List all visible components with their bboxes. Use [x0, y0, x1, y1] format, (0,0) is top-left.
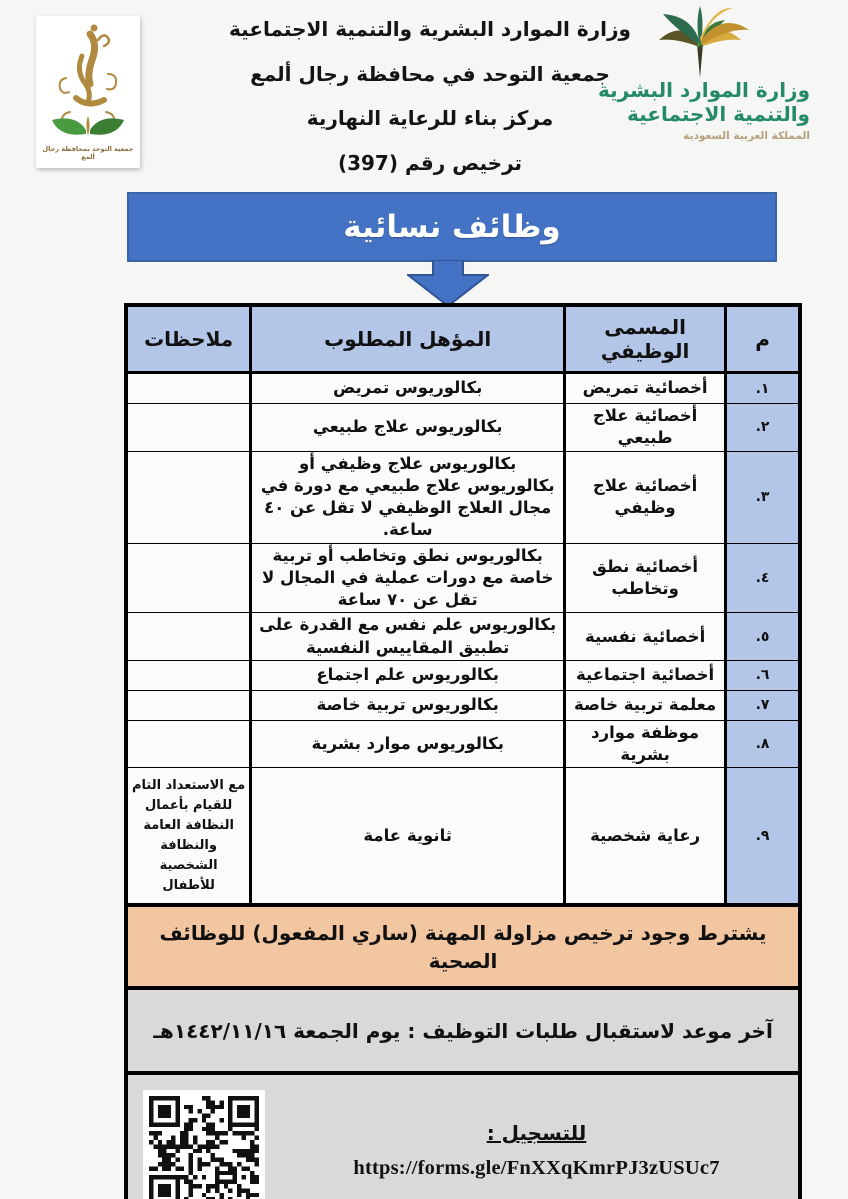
table-row — [126, 768, 800, 906]
cell-no: ٧. — [726, 690, 800, 720]
cell-qual: بكالوريوس علم اجتماع — [251, 660, 565, 690]
cell-no: ٣. — [726, 451, 800, 543]
header-job-title: المسمى الوظيفي — [565, 305, 726, 373]
ministry-logo — [575, 2, 810, 162]
org-line-center: مركز بناء للرعاية النهارية — [306, 106, 554, 131]
registration-url: https://forms.gle/FnXXqKmrPJ3zUSUc7 — [353, 1157, 720, 1180]
association-logo-caption: جمعية التوحد بمحافظة رجال ألمع — [42, 145, 134, 161]
cell-job: أخصائية علاج طبيعي — [565, 404, 726, 452]
org-line-ministry: وزارة الموارد البشرية والتنمية الاجتماعية — [229, 17, 631, 41]
org-line-license: ترخيص رقم (397) — [337, 150, 523, 175]
ministry-logo-tagline: المملكة العربية السعودية — [683, 129, 810, 142]
cell-notes: مع الاستعداد التام للقيام بأعمال النظافة العامة والنظافة الشخصية للأطفال — [126, 768, 251, 906]
header-no: م — [726, 305, 800, 373]
table-row — [126, 373, 800, 404]
cell-no: ٨. — [726, 720, 800, 768]
cell-notes — [126, 613, 251, 661]
cell-notes — [126, 690, 251, 720]
jobs-banner-title: وظائف نسائية — [343, 209, 561, 245]
cell-job: أخصائية تمريض — [565, 373, 726, 404]
leaf-right — [90, 118, 124, 134]
cell-job: أخصائية نطق وتخاطب — [565, 543, 726, 613]
table-row — [126, 451, 800, 543]
table-row — [126, 613, 800, 661]
cell-no: ٩. — [726, 768, 800, 906]
cell-notes — [126, 373, 251, 404]
header-notes: ملاحظات — [126, 305, 251, 373]
cell-notes — [126, 451, 251, 543]
cell-no: ٢. — [726, 404, 800, 452]
cell-no: ٤. — [726, 543, 800, 613]
cell-qual: بكالوريوس موارد بشرية — [251, 720, 565, 768]
license-notice-text: يشترط وجود ترخيص مزاولة المهنة (ساري المفعول) للوظائف الصحية — [159, 920, 767, 973]
cell-qual: بكالوريوس علاج وظيفي أو بكالوريوس علاج طبيعي مع دورة في مجال العلاج الوظيفي لا تقل عن ٤٠ ساعة. — [251, 451, 565, 543]
cell-notes — [126, 660, 251, 690]
cell-job: أخصائية نفسية — [565, 613, 726, 661]
table-row — [126, 720, 800, 768]
registration-section — [124, 1071, 802, 1199]
table-row — [126, 660, 800, 690]
cell-no: ٦. — [726, 660, 800, 690]
deadline-notice-text: آخر موعد لاستقبال طلبات التوظيف : يوم الجمعة ١٤٤٢/١١/١٦هـ — [153, 1018, 773, 1043]
table-row — [126, 690, 800, 720]
down-arrow-icon — [407, 260, 489, 307]
cell-qual: بكالوريوس علاج طبيعي — [251, 404, 565, 452]
table-header-row — [126, 305, 800, 373]
registration-block — [265, 1121, 798, 1180]
ministry-logo-line1: وزارة الموارد البشرية — [598, 78, 810, 102]
association-logo — [36, 16, 140, 168]
table-row — [126, 404, 800, 452]
jobs-table — [124, 303, 802, 907]
cell-qual: ثانوية عامة — [251, 768, 565, 906]
leaf-left — [52, 118, 86, 134]
cell-job: موظفة موارد بشرية — [565, 720, 726, 768]
cell-notes — [126, 720, 251, 768]
cell-qual: بكالوريوس تربية خاصة — [251, 690, 565, 720]
cell-no: ١. — [726, 373, 800, 404]
jobs-banner — [127, 192, 777, 262]
registration-label: للتسجيل : — [486, 1121, 587, 1146]
palm-tree-icon — [645, 4, 755, 80]
cell-job: أخصائية اجتماعية — [565, 660, 726, 690]
table-row — [126, 543, 800, 613]
org-line-association: جمعية التوحد في محافظة رجال ألمع — [250, 61, 610, 86]
cell-job: أخصائية علاج وظيفي — [565, 451, 726, 543]
qr-code — [143, 1090, 265, 1199]
cell-job: معلمة تربية خاصة — [565, 690, 726, 720]
license-notice — [124, 903, 802, 991]
cell-job: رعاية شخصية — [565, 768, 726, 906]
cell-qual: بكالوريوس نطق وتخاطب أو تربية خاصة مع دورات عملية في المجال لا تقل عن ٧٠ ساعة — [251, 543, 565, 613]
cell-qual: بكالوريوس علم نفس مع القدرة على تطبيق المقاييس النفسية — [251, 613, 565, 661]
ministry-logo-line2: والتنمية الاجتماعية — [627, 102, 810, 127]
deadline-notice — [124, 986, 802, 1075]
header — [0, 0, 848, 192]
cell-no: ٥. — [726, 613, 800, 661]
ministry-logo-text — [575, 78, 810, 142]
cell-notes — [126, 404, 251, 452]
header-qualification: المؤهل المطلوب — [251, 305, 565, 373]
cell-notes — [126, 543, 251, 613]
cell-qual: بكالوريوس تمريض — [251, 373, 565, 404]
content-sheet — [124, 303, 802, 1199]
